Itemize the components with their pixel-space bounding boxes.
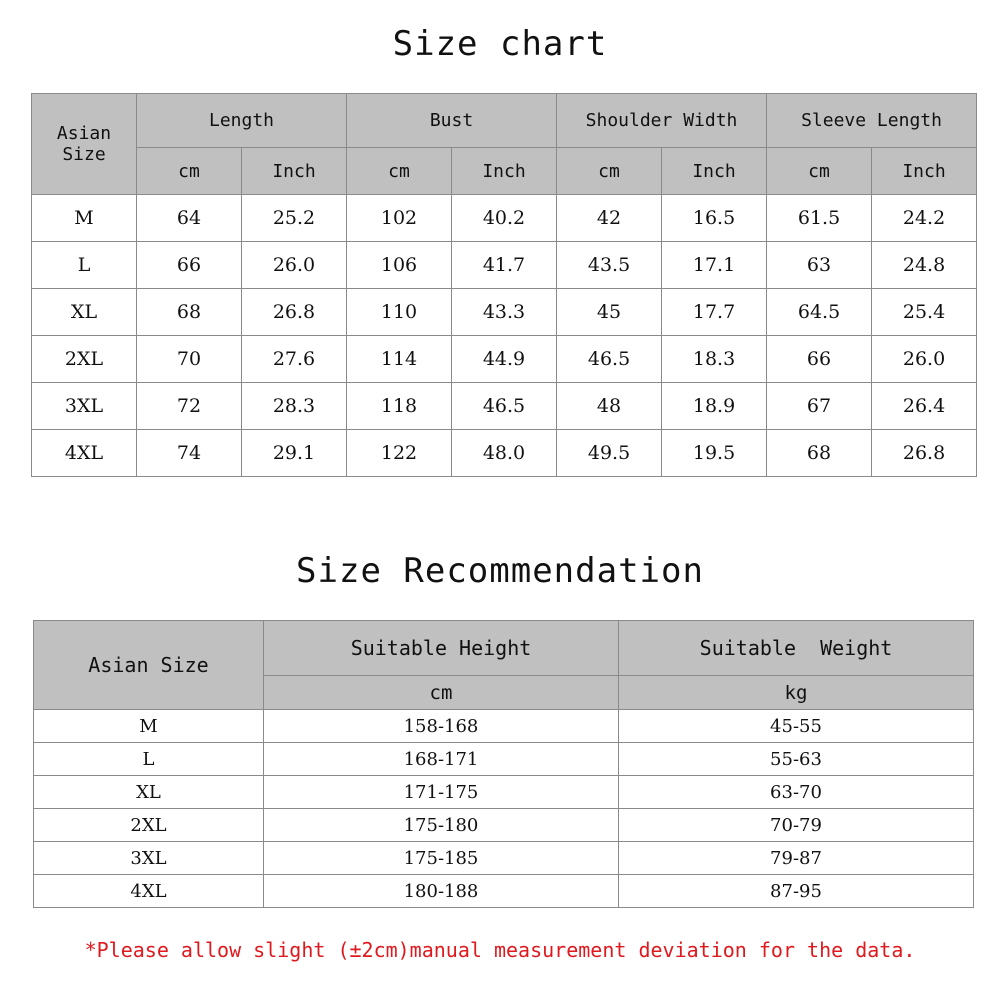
value-cell: 70: [137, 336, 242, 383]
size-cell: M: [34, 710, 264, 743]
weight-unit-header: kg: [619, 676, 974, 710]
value-cell: 28.3: [242, 383, 347, 430]
value-cell: 25.4: [872, 289, 977, 336]
value-cell: 63: [767, 242, 872, 289]
value-cell: 114: [347, 336, 452, 383]
value-cell: 26.8: [242, 289, 347, 336]
size-recommendation-title: Size Recommendation: [296, 551, 704, 591]
table-row: [34, 842, 974, 875]
value-cell: 19.5: [662, 430, 767, 477]
value-cell: 17.1: [662, 242, 767, 289]
value-cell: 48: [557, 383, 662, 430]
size-cell: 4XL: [32, 430, 137, 477]
table-row: [34, 809, 974, 842]
value-cell: 43.3: [452, 289, 557, 336]
size-cell: 3XL: [34, 842, 264, 875]
value-cell: 68: [767, 430, 872, 477]
value-cell: 24.2: [872, 195, 977, 242]
suitable-weight-header: Suitable Weight: [619, 621, 974, 676]
value-cell: 43.5: [557, 242, 662, 289]
weight-cell: 79-87: [619, 842, 974, 875]
table-row: [32, 242, 977, 289]
value-cell: 40.2: [452, 195, 557, 242]
value-cell: 27.6: [242, 336, 347, 383]
size-chart-table: [31, 93, 977, 477]
value-cell: 102: [347, 195, 452, 242]
height-unit-header: cm: [264, 676, 619, 710]
value-cell: 18.9: [662, 383, 767, 430]
value-cell: 118: [347, 383, 452, 430]
weight-cell: 70-79: [619, 809, 974, 842]
weight-cell: 87-95: [619, 875, 974, 908]
value-cell: 72: [137, 383, 242, 430]
unit-header: cm: [767, 148, 872, 195]
value-cell: 48.0: [452, 430, 557, 477]
size-cell: L: [34, 743, 264, 776]
size-cell: L: [32, 242, 137, 289]
value-cell: 45: [557, 289, 662, 336]
bust-header: Bust: [347, 94, 557, 148]
table-row: [34, 743, 974, 776]
value-cell: 122: [347, 430, 452, 477]
asian-size-header: Asian Size: [34, 621, 264, 710]
weight-cell: 55-63: [619, 743, 974, 776]
value-cell: 64.5: [767, 289, 872, 336]
table-row: [32, 383, 977, 430]
height-cell: 158-168: [264, 710, 619, 743]
table-row: [32, 430, 977, 477]
value-cell: 68: [137, 289, 242, 336]
size-cell: XL: [32, 289, 137, 336]
unit-header: cm: [557, 148, 662, 195]
shoulder-width-header: Shoulder Width: [557, 94, 767, 148]
value-cell: 17.7: [662, 289, 767, 336]
size-cell: 2XL: [32, 336, 137, 383]
value-cell: 61.5: [767, 195, 872, 242]
size-cell: M: [32, 195, 137, 242]
unit-header: Inch: [662, 148, 767, 195]
table-row: [34, 710, 974, 743]
table-row: [32, 289, 977, 336]
value-cell: 74: [137, 430, 242, 477]
value-cell: 66: [767, 336, 872, 383]
measurement-deviation-note: *Please allow slight (±2cm)manual measurement deviation for the data.: [84, 938, 916, 962]
value-cell: 26.8: [872, 430, 977, 477]
value-cell: 42: [557, 195, 662, 242]
value-cell: 26.0: [872, 336, 977, 383]
value-cell: 46.5: [452, 383, 557, 430]
suitable-height-header: Suitable Height: [264, 621, 619, 676]
value-cell: 18.3: [662, 336, 767, 383]
value-cell: 24.8: [872, 242, 977, 289]
sleeve-length-header: Sleeve Length: [767, 94, 977, 148]
height-cell: 180-188: [264, 875, 619, 908]
value-cell: 64: [137, 195, 242, 242]
value-cell: 106: [347, 242, 452, 289]
value-cell: 26.0: [242, 242, 347, 289]
size-cell: 3XL: [32, 383, 137, 430]
size-cell: XL: [34, 776, 264, 809]
unit-header: Inch: [872, 148, 977, 195]
value-cell: 46.5: [557, 336, 662, 383]
height-cell: 175-185: [264, 842, 619, 875]
height-cell: 168-171: [264, 743, 619, 776]
value-cell: 16.5: [662, 195, 767, 242]
value-cell: 25.2: [242, 195, 347, 242]
table-row: [34, 776, 974, 809]
value-cell: 66: [137, 242, 242, 289]
value-cell: 49.5: [557, 430, 662, 477]
length-header: Length: [137, 94, 347, 148]
table-row: [34, 875, 974, 908]
table-row: [32, 195, 977, 242]
size-recommendation-table: [33, 620, 974, 908]
unit-header: cm: [137, 148, 242, 195]
value-cell: 67: [767, 383, 872, 430]
size-cell: 4XL: [34, 875, 264, 908]
height-cell: 175-180: [264, 809, 619, 842]
unit-header: Inch: [452, 148, 557, 195]
size-cell: 2XL: [34, 809, 264, 842]
height-cell: 171-175: [264, 776, 619, 809]
unit-header: Inch: [242, 148, 347, 195]
weight-cell: 45-55: [619, 710, 974, 743]
table-row: [32, 336, 977, 383]
asian-size-header: Asian Size: [32, 94, 137, 195]
value-cell: 110: [347, 289, 452, 336]
value-cell: 41.7: [452, 242, 557, 289]
size-chart-title: Size chart: [392, 24, 608, 64]
weight-cell: 63-70: [619, 776, 974, 809]
value-cell: 29.1: [242, 430, 347, 477]
value-cell: 44.9: [452, 336, 557, 383]
unit-header: cm: [347, 148, 452, 195]
value-cell: 26.4: [872, 383, 977, 430]
